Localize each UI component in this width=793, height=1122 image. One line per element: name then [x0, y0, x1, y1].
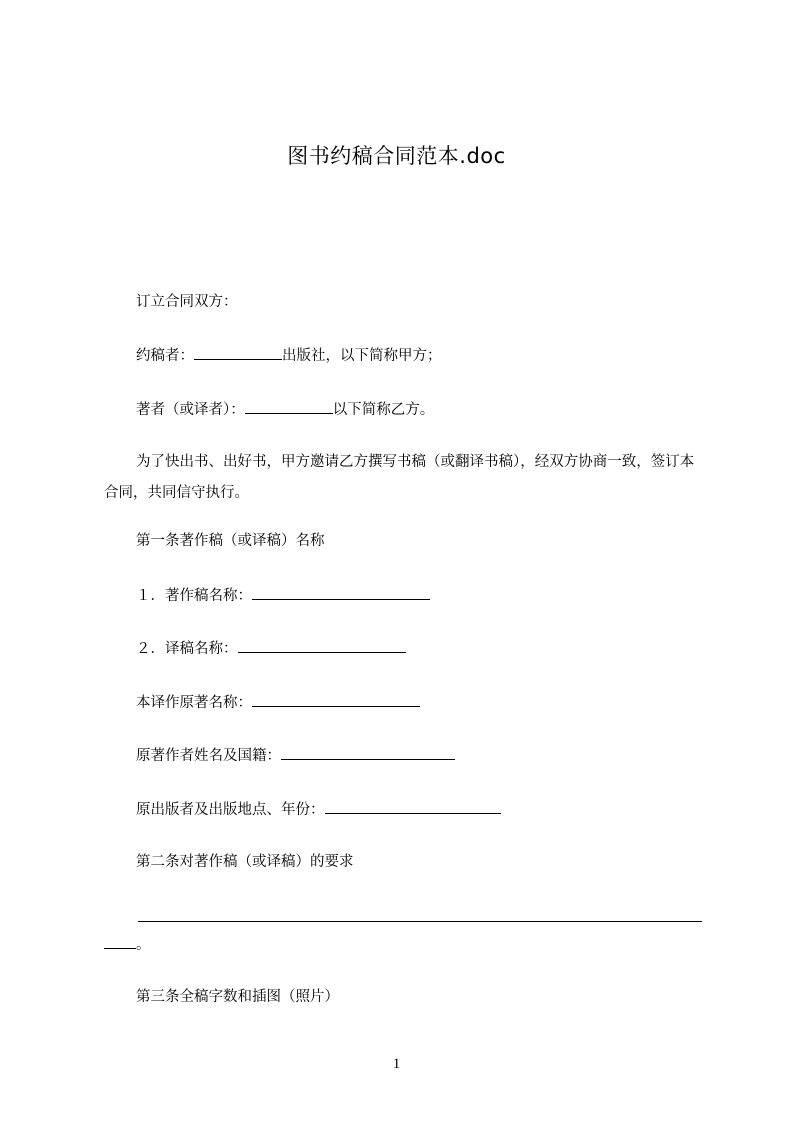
original-publisher-label: 原出版者及出版地点、年份： — [136, 802, 325, 818]
article1-item2 — [136, 638, 406, 659]
original-title-blank[interactable] — [252, 692, 420, 707]
article2-requirements-end — [104, 934, 151, 955]
item1-blank[interactable] — [252, 585, 430, 600]
party-b-line — [136, 399, 434, 420]
party-b-blank[interactable] — [245, 399, 333, 414]
article2-requirements-blank[interactable] — [138, 907, 702, 922]
article2-heading: 第二条对著作稿（或译稿）的要求 — [136, 854, 354, 870]
party-b-suffix: 以下简称乙方。 — [332, 402, 435, 418]
original-publisher-blank[interactable] — [325, 799, 501, 814]
party-b-prefix: 著者（或译者）： — [136, 402, 245, 418]
article3-heading: 第三条全稿字数和插图（照片） — [136, 989, 339, 1005]
original-author-label: 原著作者姓名及国籍： — [136, 748, 281, 764]
item2-blank[interactable] — [238, 638, 406, 653]
party-a-prefix: 约稿者： — [136, 348, 194, 364]
original-author-line — [136, 745, 455, 766]
original-publisher-line — [136, 799, 501, 820]
article2-requirements-blank-end[interactable] — [104, 934, 136, 949]
item2-label: ２．译稿名称： — [136, 641, 238, 657]
preamble-paragraph: 为了快出书、出好书，甲方邀请乙方撰写书稿（或翻译书稿），经双方协商一致，签订本合同，共同信守执行。 — [104, 454, 695, 501]
original-title-line — [136, 692, 420, 713]
party-a-line — [136, 345, 442, 366]
item1-label: １．著作稿名称： — [136, 588, 252, 604]
original-author-blank[interactable] — [281, 745, 455, 760]
parties-heading: 订立合同双方： — [136, 294, 238, 310]
page-number: 1 — [392, 1056, 401, 1072]
article1-item1 — [136, 585, 430, 606]
document-title: 图书约稿合同范本.doc — [287, 144, 506, 168]
original-title-label: 本译作原著名称： — [136, 695, 252, 711]
party-a-blank[interactable] — [194, 345, 282, 360]
article1-heading: 第一条著作稿（或译稿）名称 — [136, 533, 325, 549]
party-a-suffix: 出版社，以下简称甲方； — [282, 348, 442, 364]
article2-end-mark: 。 — [136, 937, 151, 953]
